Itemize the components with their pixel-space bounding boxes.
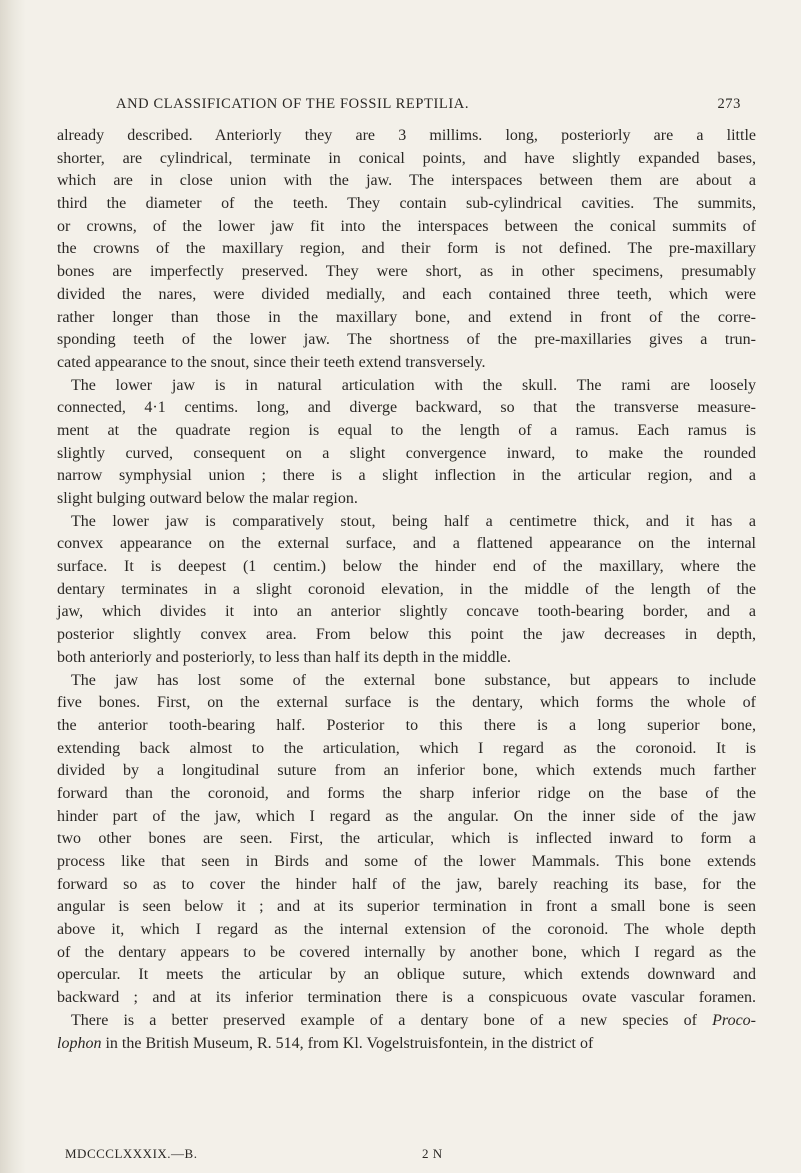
text-line: dentary terminates in a slight coronoid elevation, in the middle of the length of the	[57, 580, 756, 598]
text-line: five bones. First, on the external surface is the dentary, which forms the whole of	[57, 694, 756, 712]
text-line: both anteriorly and posteriorly, to less than half its depth in the middle.	[57, 648, 511, 666]
text-line: already described. Anteriorly they are 3 millims. long, posteriorly are a little	[57, 127, 756, 144]
text-line: opercular. It meets the articular by an oblique suture, which extends downward and	[57, 966, 756, 984]
text-line: shorter, are cylindrical, terminate in conical points, and have slightly expanded bases,	[57, 149, 756, 167]
text-line: extending back almost to the articulation, which I regard as the coronoid. It is	[57, 739, 756, 757]
text-line: or crowns, of the lower jaw fit into the interspaces between the conical summits of	[57, 217, 756, 235]
genus-name: lophon	[57, 1034, 102, 1052]
text-line: There is a better preserved example of a dentary bone of a new species of Proco-	[71, 1011, 756, 1029]
text-line: process like that seen in Birds and some of the lower Mammals. This bone extends	[57, 853, 756, 870]
genus-name: Proco-	[712, 1011, 756, 1029]
text-line: The jaw has lost some of the external bone substance, but appears to include	[71, 671, 756, 689]
text-line: the anterior tooth-bearing half. Posterior to this there is a long superior bone,	[57, 716, 756, 734]
text-line: backward ; and at its inferior termination there is a conspicuous ovate vascular foramen.	[57, 989, 756, 1007]
text-line: angular is seen below it ; and at its superior termination in front a small bone is seen	[57, 898, 756, 916]
gathering-signature: 2 N	[422, 1146, 443, 1161]
text-line: third the diameter of the teeth. They contain sub-cylindrical cavities. The summits,	[57, 195, 756, 213]
text-line: which are in close union with the jaw. The interspaces between them are about a	[57, 172, 756, 190]
text-line: jaw, which divides it into an anterior slightly concave tooth-bearing border, and a	[57, 603, 756, 621]
text-line: forward than the coronoid, and forms the sharp inferior ridge on the base of the	[57, 784, 756, 802]
text-line: lophon in the British Museum, R. 514, from Kl. Vogelstruisfontein, in the district of	[57, 1034, 594, 1052]
text-line: rather longer than those in the maxillary bone, and extend in front of the corre-	[57, 308, 756, 326]
text-line: divided the nares, were divided medially, and each contained three teeth, which were	[57, 285, 756, 303]
text-line: posterior slightly convex area. From below this point the jaw decreases in depth,	[57, 626, 756, 644]
text-line: connected, 4·1 centims. long, and diverge backward, so that the transverse measure-	[57, 399, 756, 417]
text-line: the crowns of the maxillary region, and their form is not defined. The pre-maxillary	[57, 240, 756, 258]
text-line: slight bulging outward below the malar region.	[57, 490, 358, 507]
running-head: AND CLASSIFICATION OF THE FOSSIL REPTILIA.	[116, 96, 470, 112]
text-line: sponding teeth of the lower jaw. The shortness of the pre-maxillaries gives a trun-	[57, 331, 756, 349]
text-line: cated appearance to the snout, since their teeth extend transversely.	[57, 353, 486, 371]
printer-signature: MDCCCLXXXIX.—B.	[65, 1146, 198, 1161]
text-line: bones are imperfectly preserved. They were short, as in other specimens, presumably	[57, 263, 756, 281]
text-line: narrow symphysial union ; there is a slight inflection in the articular region, and a	[57, 467, 756, 485]
text-line: two other bones are seen. First, the articular, which is inflected inward to form a	[57, 830, 756, 848]
page-header	[60, 96, 741, 118]
text-line: ment at the quadrate region is equal to the length of a ramus. Each ramus is	[57, 421, 756, 439]
text-line: surface. It is deepest (1 centim.) below the hinder end of the maxillary, where the	[57, 558, 756, 576]
text-line: convex appearance on the external surface, and a flattened appearance on the internal	[57, 535, 756, 553]
text-line: hinder part of the jaw, which I regard as the angular. On the inner side of the jaw	[57, 807, 756, 825]
text-line: of the dentary appears to be covered internally by another bone, which I regard as the	[57, 943, 756, 961]
binding-shadow	[0, 0, 26, 1173]
text-line: slightly curved, consequent on a slight convergence inward, to make the rounded	[57, 444, 756, 462]
text-line: above it, which I regard as the internal extension of the coronoid. The whole depth	[57, 921, 756, 939]
text-line: forward so as to cover the hinder half of the jaw, barely reaching its base, for the	[57, 875, 756, 893]
text-line: The lower jaw is comparatively stout, being half a centimetre thick, and it has a	[71, 512, 756, 530]
page-number: 273	[717, 96, 741, 112]
text-line: divided by a longitudinal suture from an inferior bone, which extends much farther	[57, 762, 756, 780]
body-text	[57, 125, 756, 1055]
text-line: The lower jaw is in natural articulation with the skull. The rami are loosely	[71, 376, 756, 394]
